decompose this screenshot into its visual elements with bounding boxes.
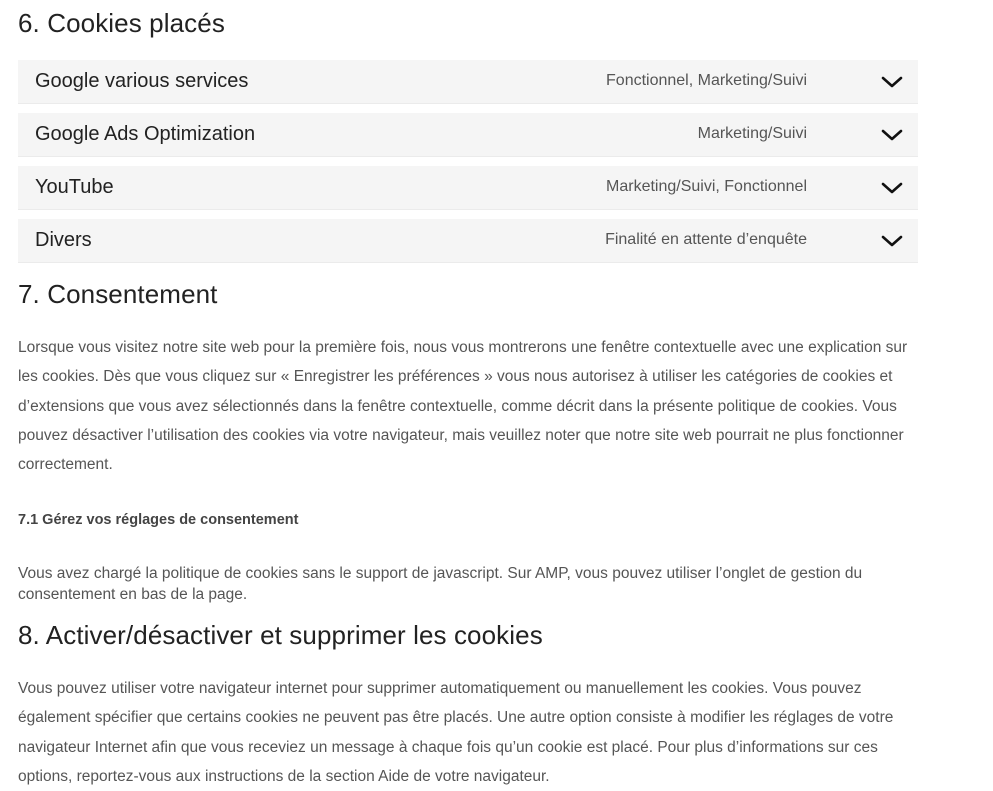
accordion-item-categories: Fonctionnel, Marketing/Suivi [606,72,807,89]
consent-settings-subheading: 7.1 Gérez vos réglages de consentement [18,512,299,528]
cookies-accordion [18,60,918,272]
accordion-item-title: YouTube [35,176,114,198]
accordion-item-divers[interactable] [18,219,918,263]
accordion-item-title: Google various services [35,70,249,92]
accordion-item-categories: Marketing/Suivi, Fonctionnel [606,178,807,195]
accordion-item-title: Google Ads Optimization [35,123,256,145]
accordion-item-youtube[interactable] [18,166,918,210]
chevron-down-icon[interactable] [880,233,904,249]
section-7-title: 7. Consentement [18,279,218,309]
chevron-down-icon[interactable] [880,180,904,196]
consent-paragraph: Lorsque vous visitez notre site web pour la première fois, nous vous montrerons une fenêtre contextuelle avec une explication sur les cookies. Dès que vous cliquez sur « Enregistrer les préférences » vous nous autorisez à utiliser les catégories de cookies et d’extensions que vous avez sélectionnés dans la fenêtre contextuelle, comme décrit dans la présente politique de cookies. Vous pouvez désactiver l’utilisation des cookies via votre navigateur, mais veuillez noter que notre site web pourrait ne plus fonctionner correctement. [18,339,908,474]
accordion-item-title: Divers [35,229,92,251]
accordion-item-google-ads-optimization[interactable] [18,113,918,157]
accordion-item-google-various-services[interactable] [18,60,918,104]
section-6-title: 6. Cookies placés [18,8,225,38]
chevron-down-icon[interactable] [880,74,904,90]
accordion-item-categories: Finalité en attente d’enquête [605,231,807,248]
consent-settings-paragraph: Vous avez chargé la politique de cookies sans le support de javascript. Sur AMP, vous pouvez utiliser l’onglet de gestion du consentement en bas de la page. [18,565,863,603]
chevron-down-icon[interactable] [880,127,904,143]
accordion-item-categories: Marketing/Suivi [697,125,807,142]
section-8-title: 8. Activer/désactiver et supprimer les cookies [18,620,543,650]
cookies-management-paragraph: Vous pouvez utiliser votre navigateur internet pour supprimer automatiquement ou manuellement les cookies. Vous pouvez également spécifier que certains cookies ne peuvent pas être placés. Une autre option consiste à modifier les réglages de votre navigateur Internet afin que vous receviez un message à chaque fois qu’un cookie est placé. Pour plus d’informations sur ces options, reportez-vous aux instructions de la section Aide de votre navigateur. [18,680,894,785]
